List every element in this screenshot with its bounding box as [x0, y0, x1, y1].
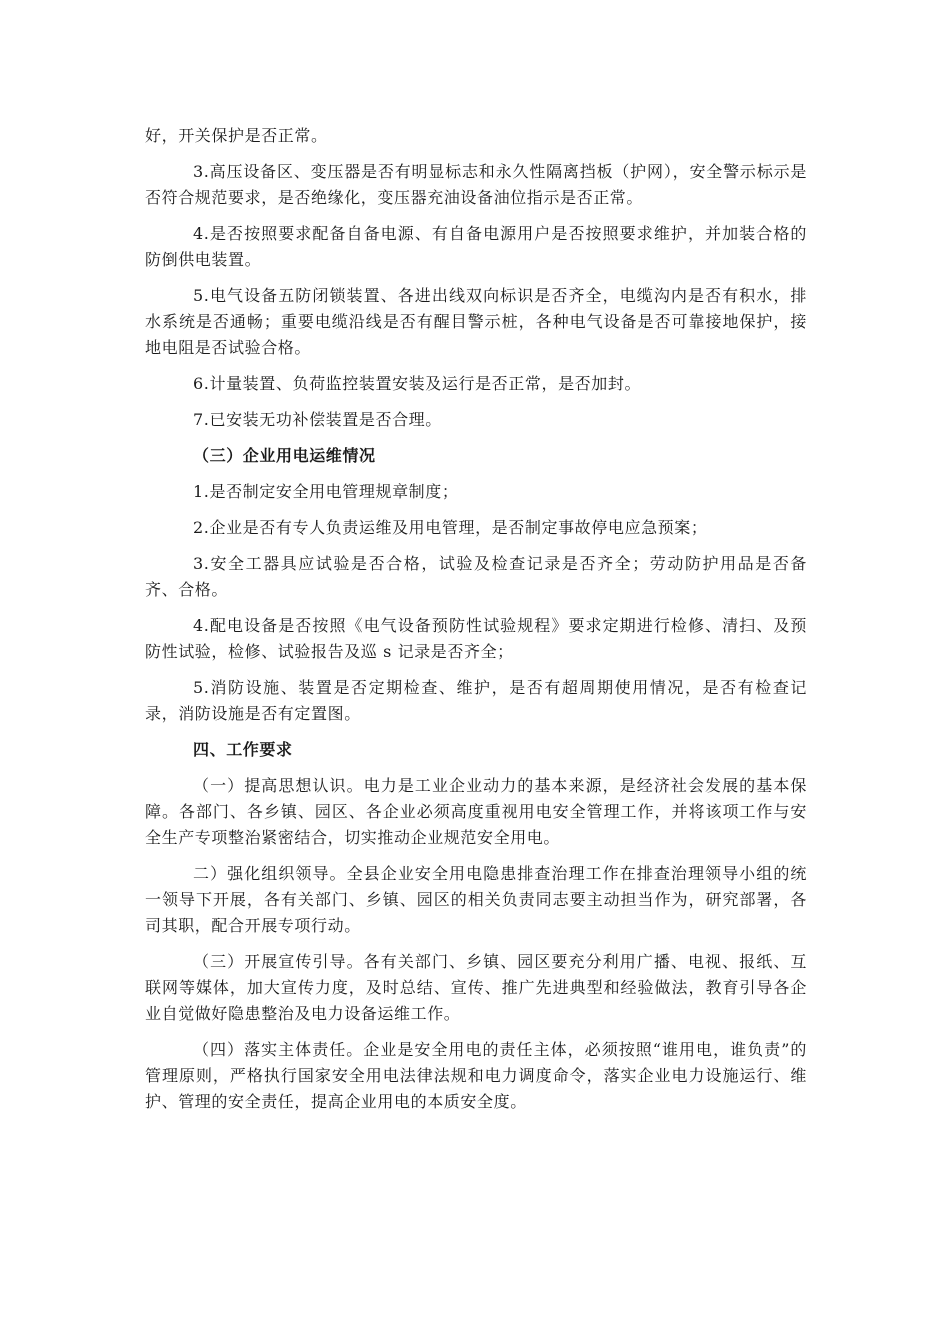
paragraph-ops-5: 5.消防设施、装置是否定期检查、维护，是否有超周期使用情况，是否有检查记录，消防设施是否有定置图。: [145, 678, 807, 723]
document-page: [145, 123, 807, 1115]
paragraph-item-7: 7.已安装无功补偿装置是否合理。: [193, 410, 442, 429]
paragraph-item-6: 6.计量装置、负荷监控装置安装及运行是否正常，是否加封。: [193, 374, 642, 393]
paragraph-item-3: 3.高压设备区、变压器是否有明显标志和永久性隔离挡板（护网），安全警示标示是否符合规范要求，是否绝缘化，变压器充油设备油位指示是否正常。: [145, 162, 807, 207]
paragraph-item-4: 4.是否按照要求配备自备电源、有自备电源用户是否按照要求维护，并加装合格的防倒供电装置。: [145, 224, 807, 269]
paragraph-req-1: （一）提高思想认识。电力是工业企业动力的基本来源，是经济社会发展的基本保障。各部门、各乡镇、园区、各企业必须高度重视用电安全管理工作，并将该项工作与安全生产专项整治紧密结合，切实推动企业规范安全用电。: [145, 776, 807, 847]
section-heading-requirements: 四、工作要求: [193, 740, 293, 759]
paragraph-ops-1: 1.是否制定安全用电管理规章制度；: [193, 482, 459, 501]
paragraph-item-5: 5.电气设备五防闭锁装置、各进出线双向标识是否齐全，电缆沟内是否有积水，排水系统是否通畅；重要电缆沿线是否有醒目警示桩，各种电气设备是否可靠接地保护，接地电阻是否试验合格。: [145, 286, 807, 357]
paragraph-req-3: （三）开展宣传引导。各有关部门、乡镇、园区要充分利用广播、电视、报纸、互联网等媒体，加大宣传力度，及时总结、宣传、推广先进典型和经验做法，教育引导各企业自觉做好隐患整治及电力设备运维工作。: [145, 952, 807, 1023]
paragraph-ops-4: 4.配电设备是否按照《电气设备预防性试验规程》要求定期进行检修、清扫、及预防性试验，检修、试验报告及巡 s 记录是否齐全；: [145, 616, 807, 661]
paragraph-req-4: （四）落实主体责任。企业是安全用电的责任主体，必须按照“谁用电，谁负责”的管理原则，严格执行国家安全用电法律法规和电力调度命令，落实企业电力设施运行、维护、管理的安全责任，提高企业用电的本质安全度。: [145, 1040, 807, 1111]
paragraph-req-2: 二）强化组织领导。全县企业安全用电隐患排查治理工作在排查治理领导小组的统一领导下开展，各有关部门、乡镇、园区的相关负责同志要主动担当作为，研究部署，各司其职，配合开展专项行动。: [145, 864, 807, 935]
section-heading-operations: （三）企业用电运维情况: [193, 446, 376, 465]
paragraph-continuation: 好，开关保护是否正常。: [145, 126, 328, 145]
paragraph-ops-2: 2.企业是否有专人负责运维及用电管理，是否制定事故停电应急预案；: [193, 518, 708, 537]
paragraph-ops-3: 3.安全工器具应试验是否合格，试验及检查记录是否齐全；劳动防护用品是否备齐、合格。: [145, 554, 807, 599]
